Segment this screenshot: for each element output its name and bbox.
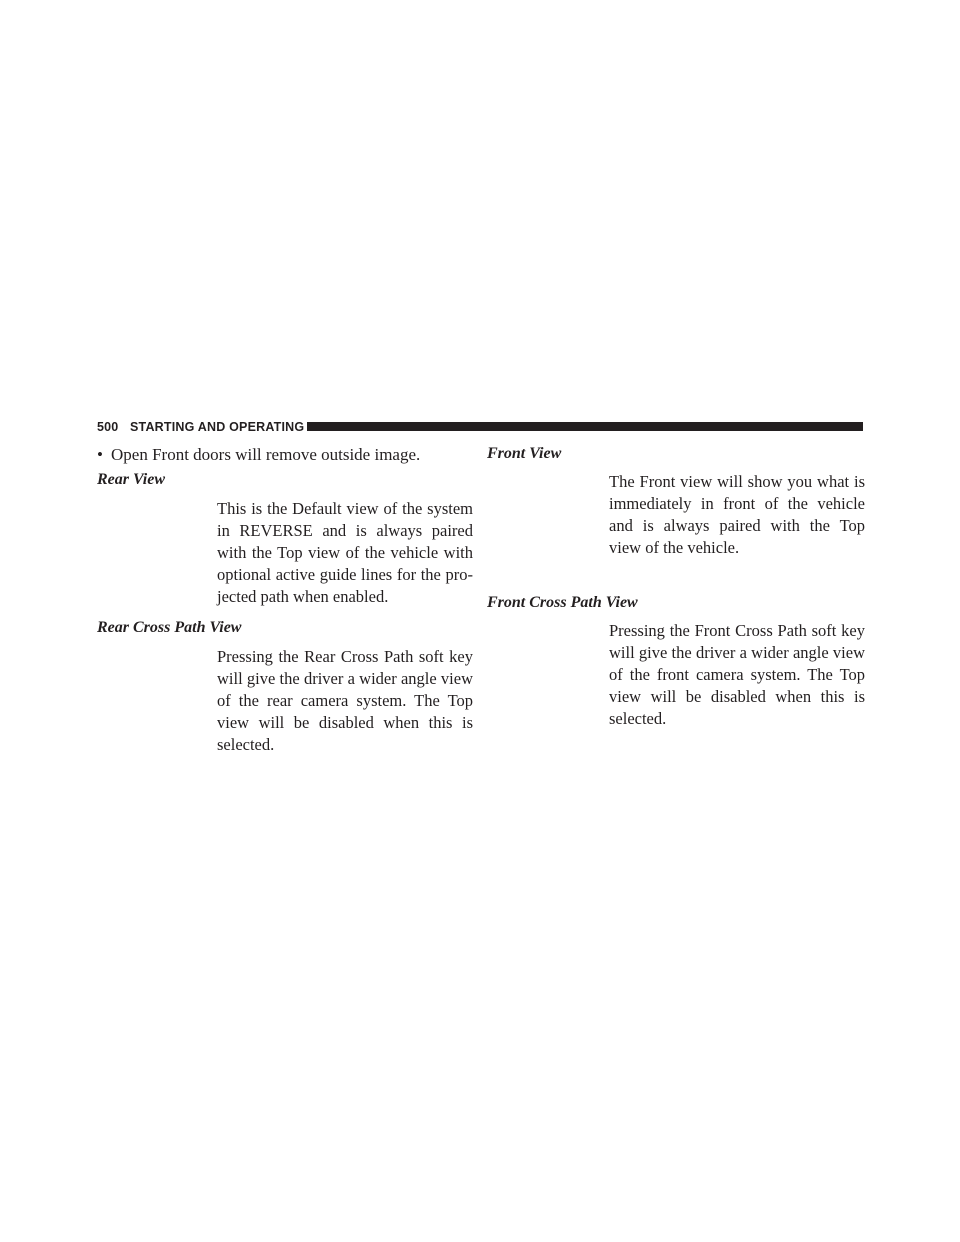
rear-cross-path-heading: Rear Cross Path View	[97, 619, 242, 636]
rear-view-heading: Rear View	[97, 471, 166, 488]
section-title: STARTING AND OPERATING	[130, 420, 305, 434]
rear-view-body: This is the Default view of the system in REVERSE and is always paired with the Top view of the vehicle with optional active guide lines for the projected path when enabled.	[217, 499, 473, 606]
front-view-body: The Front view will show you what is immediately in front of the vehicle and is always paired with the Top view of the vehicle.	[609, 472, 865, 557]
page-number: 500	[97, 420, 119, 434]
front-cross-path-heading: Front Cross Path View	[487, 594, 638, 611]
bullet-text: Open Front doors will remove outside image.	[111, 445, 421, 464]
header-rule	[307, 422, 863, 431]
front-view-heading: Front View	[487, 445, 562, 462]
bullet-icon: •	[97, 445, 103, 464]
rear-cross-path-body: Pressing the Rear Cross Path soft key will give the driver a wider angle view of the rear camera system. The Top view will be disabled when this is selected.	[217, 647, 473, 754]
front-cross-path-body: Pressing the Front Cross Path soft key will give the driver a wider angle view of the front camera system. The Top view will be disabled when this is selected.	[609, 621, 865, 728]
page-header	[97, 420, 863, 434]
bullet-item	[97, 443, 489, 466]
